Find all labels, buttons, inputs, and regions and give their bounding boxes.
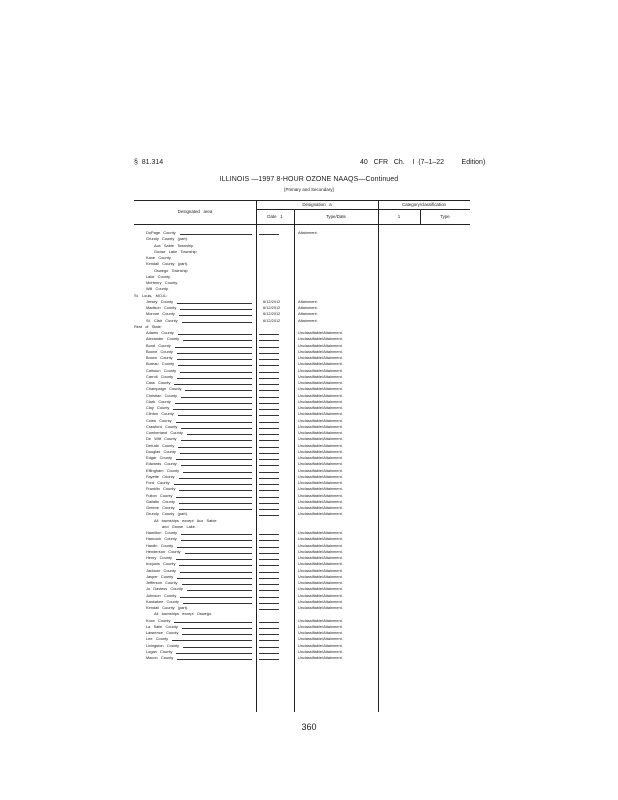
designation-type-cell: Unclassifiable/Attainment. [298,336,343,342]
col-header-designation: Designation a [302,202,332,207]
designation-date-cell: 6/12/2012 [263,305,281,310]
dot-leader [183,647,252,648]
designated-area-cell: Gallatin County [146,498,175,504]
dot-leader [180,309,252,310]
designated-area-cell: Cumberland County [146,430,183,435]
date-blank-rule [259,509,279,510]
designated-area-cell: Cass County [146,380,171,385]
designation-type-cell: Unclassifiable/Attainment. [298,386,343,392]
dot-leader [182,584,252,585]
designated-area-cell: Ford County [146,480,170,485]
designation-type-cell: Unclassifiable/Attainment. [298,530,343,535]
date-blank-rule [259,397,279,398]
dot-leader [177,303,252,304]
designated-area-cell: DeKalb County [146,442,175,448]
dot-leader [176,559,252,560]
date-blank-rule [259,422,279,423]
designation-type-cell: Unclassifiable/Attainment. [298,586,343,592]
date-blank-rule [259,565,279,566]
date-blank-rule [259,434,279,435]
dot-leader [176,653,252,654]
dot-leader [176,497,252,498]
designation-type-cell: Unclassifiable/Attainment. [298,361,343,367]
date-blank-rule [259,415,279,416]
date-blank-rule [259,647,279,648]
date-blank-rule [259,459,279,460]
designated-area-cell: Fulton County [146,492,173,498]
dot-leader [185,553,252,554]
designation-type-cell: Unclassifiable/Attainment. [298,498,343,504]
date-blank-rule [259,365,279,366]
designated-area-cell: Boone County [146,348,173,354]
designated-area-cell: Henderson County [146,548,181,554]
dot-leader [180,372,252,373]
date-blank-rule [259,378,279,379]
dot-leader [181,428,252,429]
designation-type-cell: Unclassifiable/Attainment. [298,542,343,548]
date-blank-rule [259,584,279,585]
dot-leader [183,472,252,473]
date-blank-rule [259,628,279,629]
designation-type-cell: Unclassifiable/Attainment. [298,355,343,360]
dot-leader [174,484,252,485]
dot-leader [180,572,252,573]
designation-type-cell: Unclassifiable/Attainment. [298,555,343,560]
designation-type-cell: Unclassifiable/Attainment. [298,561,343,567]
date-blank-rule [259,559,279,560]
dot-leader [179,509,252,510]
designated-area-cell: Effingham County [146,467,180,473]
dot-leader [178,415,252,416]
designated-area-cell: Lawrence County [146,630,179,635]
dot-leader [177,547,252,548]
designation-date-cell: 6/12/2012 [263,317,281,323]
designated-area-cell: All townships except Aux Sable [154,517,217,523]
designation-type-cell: Unclassifiable/Attainment. [298,423,343,429]
date-blank-rule [259,553,279,554]
dot-leader [177,353,252,354]
designated-area-cell: Fayette County [146,473,175,479]
date-blank-rule [259,534,279,535]
date-blank-rule [259,428,279,429]
dot-leader [175,403,252,404]
designated-area-cell: Edgar County [146,455,172,460]
designation-type-cell: Unclassifiable/Attainment. [298,486,343,492]
col-header-designated-area: Designated area [177,209,213,214]
dot-leader [183,603,252,604]
date-blank-rule [259,472,279,473]
designation-type-cell: Unclassifiable/Attainment. [298,330,343,335]
designated-area-cell: Lake County. [146,273,171,279]
dot-leader [185,390,252,391]
col-header-cat-date: 1 [397,214,401,219]
designated-area-cell: Livingston County [146,642,180,648]
col-header-category: Category/classification [402,202,446,207]
designation-type-cell: Unclassifiable/Attainment. [298,367,343,373]
date-blank-rule [259,453,279,454]
dot-leader [175,347,252,348]
dot-leader [187,434,252,435]
designated-area-cell: Calhoun County [146,367,177,373]
designated-area-cell: Madison County [146,305,177,310]
dot-leader [180,597,252,598]
designation-type-cell: Unclassifiable/Attainment. [298,580,343,585]
table-row [134,655,470,661]
col-header-date: Date 1 [267,214,283,219]
designation-type-cell: Unclassifiable/Attainment. [298,442,343,448]
date-blank-rule [259,609,279,610]
designation-type-cell: Unclassifiable/Attainment. [298,623,343,629]
designation-type-cell: Unclassifiable/Attainment. [298,392,343,398]
dot-leader [181,465,252,466]
running-header-section: § 81.314 [134,159,164,166]
designated-area-cell: Edwards County [146,461,177,467]
date-blank-rule [259,659,279,660]
designated-area-cell: Christian County [146,392,177,398]
dot-leader [181,540,252,541]
date-blank-rule [259,447,279,448]
date-blank-rule [259,653,279,654]
dot-leader [181,440,252,441]
designation-type-cell: Unclassifiable/Attainment. [298,430,343,435]
dot-leader [177,359,252,360]
date-blank-rule [259,334,279,335]
designation-type-cell: Unclassifiable/Attainment. [298,636,343,642]
designated-area-cell: Hardin County [146,542,174,548]
designated-area-cell: Alexander County [146,336,180,342]
dot-leader [177,378,252,379]
date-blank-rule [259,540,279,541]
date-blank-rule [259,478,279,479]
dot-leader [178,334,252,335]
designated-area-cell: Jo Daviess County [146,586,183,592]
dot-leader [180,234,252,235]
designated-area-cell: Kendall County (part). [146,261,189,267]
designation-date-cell: 6/12/2012 [263,311,281,317]
designated-area-cell: Hamilton County [146,530,177,535]
dot-leader [179,503,252,504]
designation-type-cell: Unclassifiable/Attainment. [298,342,343,348]
designation-type-cell: Unclassifiable/Attainment. [298,605,343,610]
dot-leader [182,322,252,323]
dot-leader [179,490,252,491]
designated-area-cell: Clinton County [146,411,174,417]
date-blank-rule [259,403,279,404]
table-body [134,230,470,661]
designated-area-cell: and Goose Lake. [162,523,196,529]
designation-type-cell: Unclassifiable/Attainment. [298,655,343,660]
designation-type-cell: Unclassifiable/Attainment. [298,398,343,404]
date-blank-rule [259,465,279,466]
header-mid-rule [256,209,470,210]
date-blank-rule [259,359,279,360]
dot-leader [172,640,252,641]
date-blank-rule [259,634,279,635]
designation-type-cell: Unclassifiable/Attainment. [298,348,343,354]
date-blank-rule [259,353,279,354]
designation-type-cell: Unclassifiable/Attainment. [298,405,343,410]
designated-area-cell: Oswego Township [154,267,188,273]
designated-area-cell: Aux Sable Township [154,242,194,248]
date-blank-rule [259,503,279,504]
dot-leader [181,397,252,398]
date-blank-rule [259,372,279,373]
designated-area-cell: Douglas County [146,448,176,454]
designated-area-cell: Brown County [146,355,173,360]
designation-type-cell: Attainment. [298,230,318,235]
designation-type-cell: Unclassifiable/Attainment. [298,492,343,498]
dot-leader [181,534,252,535]
table-subtitle: [Primary and Secondary] [284,187,334,192]
designation-type-cell: Unclassifiable/Attainment. [298,511,343,517]
date-blank-rule [259,384,279,385]
designation-type-cell: Unclassifiable/Attainment. [298,467,343,473]
designation-type-cell: Unclassifiable/Attainment. [298,567,343,573]
date-blank-rule [259,390,279,391]
designated-area-cell: Crawford County [146,423,178,429]
date-blank-rule [259,497,279,498]
designation-type-cell: Unclassifiable/Attainment. [298,461,343,467]
designated-area-cell: Franklin County [146,486,176,492]
designated-area-cell: Goose Lake Township [154,248,197,254]
designated-area-cell: Jasper County [146,573,174,579]
designation-date-cell: 6/12/2012 [263,298,281,304]
table-top-rule [134,200,470,201]
designated-area-cell: Macon County [146,655,174,660]
designated-area-cell: Jefferson County [146,580,178,585]
page-number: 360 [301,722,317,732]
designated-area-cell: Adams County [146,330,174,335]
designation-type-cell: Attainment. [298,305,318,310]
designation-type-cell: Unclassifiable/Attainment. [298,592,343,598]
designated-area-cell: Champaign County [146,386,182,392]
designation-type-cell: Unclassifiable/Attainment. [298,411,343,417]
date-blank-rule [259,347,279,348]
designated-area-cell: All townships except Oswego. [154,611,213,617]
designated-area-cell: Rest of State: [134,323,162,329]
designated-area-cell: Hancock County [146,536,177,542]
dot-leader [179,478,252,479]
date-blank-rule [259,578,279,579]
designated-area-cell: Bond County [146,342,171,348]
dot-leader [187,590,252,591]
designation-type-cell: Attainment. [298,298,318,304]
dot-leader [176,459,252,460]
designated-area-cell: De Witt County [146,436,177,442]
designated-area-cell: Jersey County [146,298,174,304]
designated-area-cell: La Salle County [146,623,178,629]
date-blank-rule [259,590,279,591]
designated-area-cell: Grundy County (part). [146,511,188,517]
date-blank-rule [259,603,279,604]
designation-type-cell: Unclassifiable/Attainment. [298,648,343,654]
designated-area-cell: Johnson County [146,592,177,598]
designation-type-cell: Unclassifiable/Attainment. [298,630,343,635]
dot-leader [174,622,252,623]
designated-area-cell: Kane County. [146,255,172,260]
date-blank-rule [259,490,279,491]
designation-type-cell: Attainment. [298,311,318,317]
designation-type-cell: Unclassifiable/Attainment. [298,642,343,648]
date-blank-rule [259,622,279,623]
designation-type-cell: Unclassifiable/Attainment. [298,373,343,379]
designated-area-cell: Greene County [146,505,175,510]
designated-area-cell: Monroe County [146,311,175,317]
running-header-citation: 40 CFR Ch. I (7–1–22 Edition) [360,159,486,166]
designated-area-cell: McHenry County. [146,280,178,285]
header-bottom-rule [134,224,470,225]
dot-leader [177,578,252,579]
date-blank-rule [259,340,279,341]
designation-type-cell: Unclassifiable/Attainment. [298,505,343,510]
designation-type-cell: Unclassifiable/Attainment. [298,548,343,554]
dot-leader [176,422,252,423]
designation-type-cell: Unclassifiable/Attainment. [298,480,343,485]
dot-leader [182,628,252,629]
designation-type-cell: Attainment. [298,317,318,323]
designated-area-cell: Lee County [146,636,169,642]
designated-area-cell: Kendall County (part). [146,605,189,610]
designation-type-cell: Unclassifiable/Attainment. [298,573,343,579]
date-blank-rule [259,484,279,485]
designated-area-cell: Henry County [146,555,172,560]
date-blank-rule [259,547,279,548]
designated-area-cell: Coles County [146,417,172,423]
date-blank-rule [259,640,279,641]
designation-type-cell: Unclassifiable/Attainment. [298,617,343,623]
designation-type-cell: Unclassifiable/Attainment. [298,536,343,542]
designation-type-cell: Unclassifiable/Attainment. [298,448,343,454]
dot-leader [179,565,252,566]
designated-area-cell: Clay County [146,405,170,410]
designated-area-cell: St. Louis, MO-IL: [134,292,168,298]
designated-area-cell: Bureau County [146,361,175,367]
designated-area-cell: Carroll County [146,373,174,379]
designation-type-cell: Unclassifiable/Attainment. [298,380,343,385]
designation-type-cell: Unclassifiable/Attainment. [298,417,343,423]
date-blank-rule [259,409,279,410]
designated-area-cell: Iroquois County [146,561,176,567]
designation-type-cell: Unclassifiable/Attainment. [298,598,343,604]
dot-leader [173,409,252,410]
dot-leader [183,340,252,341]
ozone-designation-table [134,200,470,712]
designated-area-cell: Knox County [146,617,171,623]
dot-leader [178,447,252,448]
dot-leader [179,315,252,316]
dot-leader [177,659,252,660]
designated-area-cell: Grundy County (part). [146,236,188,242]
designation-type-cell: Unclassifiable/Attainment. [298,436,343,442]
designated-area-cell: DuPage County [146,230,176,235]
designation-type-cell: Unclassifiable/Attainment. [298,473,343,479]
date-blank-rule [259,515,279,516]
date-blank-rule [259,234,279,235]
table-title: ILLINOIS —1997 8-HOUR OZONE NAAQS—Continued [219,176,399,183]
dot-leader [178,365,252,366]
dot-leader [180,453,252,454]
designated-area-cell: St. Clair County [146,317,178,323]
dot-leader [182,634,252,635]
designated-area-cell: Jackson County [146,567,176,573]
designated-area-cell: Will County. [146,286,169,292]
date-blank-rule [259,572,279,573]
designated-area-cell: Clark County [146,398,171,404]
date-blank-rule [259,440,279,441]
col-header-cat-type: Type [440,214,450,219]
designation-type-cell: Unclassifiable/Attainment. [298,455,343,460]
designated-area-cell: Logan County [146,648,173,654]
designated-area-cell: Kankakee County [146,598,179,604]
date-blank-rule [259,597,279,598]
dot-leader [174,384,252,385]
col-header-type-date: Type/Date [325,214,346,219]
